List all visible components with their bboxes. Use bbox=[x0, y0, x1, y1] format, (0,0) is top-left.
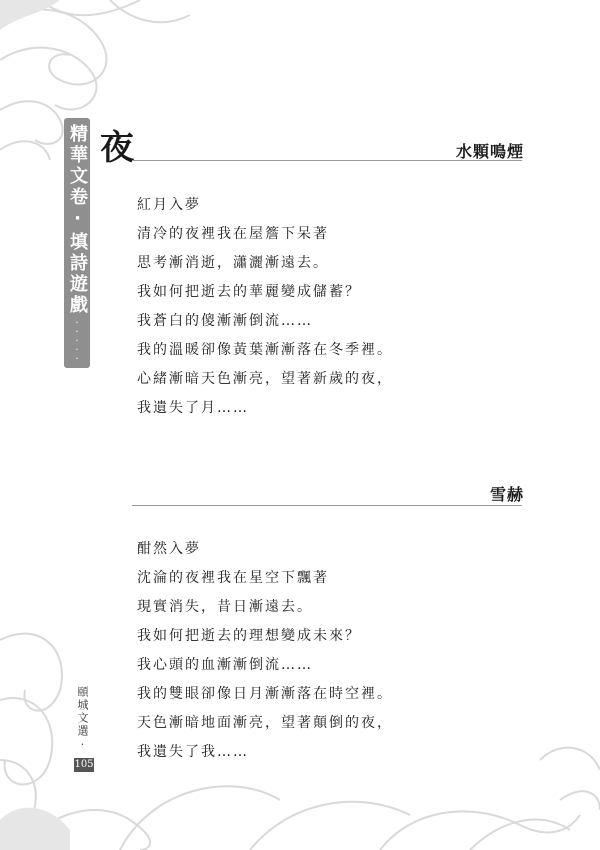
poem-text bbox=[137, 535, 393, 767]
poem-text bbox=[137, 191, 393, 423]
poem-line: 我心頭的血漸漸倒流…… bbox=[137, 657, 313, 673]
poem-line: 現實消失，昔日漸遠去。 bbox=[137, 599, 313, 615]
poem-line: 我遺失了月…… bbox=[137, 400, 249, 416]
poem-line: 沈淪的夜裡我在星空下飄著 bbox=[137, 570, 329, 586]
title-divider bbox=[132, 160, 522, 161]
section-side-tab bbox=[64, 118, 90, 368]
poem-line: 天色漸暗地面漸亮，望著顛倒的夜， bbox=[137, 715, 393, 731]
poem-line: 心緒漸暗天色漸亮，望著新歲的夜， bbox=[137, 371, 393, 387]
journal-name: 頤城文選· bbox=[76, 686, 89, 753]
section-divider bbox=[132, 505, 522, 506]
section-title-vertical: 精華文卷·填詩遊戲 bbox=[67, 124, 88, 316]
section-tab-dots: ····· bbox=[71, 318, 83, 363]
poem-line: 我遺失了我…… bbox=[137, 744, 249, 760]
poem-title: 夜 bbox=[100, 128, 134, 168]
poem-line: 紅月入夢 bbox=[137, 197, 201, 213]
poem-line: 我的溫暖卻像黃葉漸漸落在冬季裡。 bbox=[137, 342, 393, 358]
poem-line: 我如何把逝去的華麗變成儲蓄？ bbox=[137, 284, 361, 300]
page-number: 105 bbox=[74, 759, 94, 770]
author-name: 水顆鳴煙 bbox=[455, 142, 524, 161]
poem-line: 我如何把逝去的理想變成未來？ bbox=[137, 628, 361, 644]
poem-line: 清冷的夜裡我在屋簷下呆著 bbox=[137, 226, 329, 242]
author-name: 雪赫 bbox=[489, 485, 524, 504]
poem-line: 思考漸消逝，瀟灑漸遠去。 bbox=[137, 255, 329, 271]
poem-line: 我的雙眼卻像日月漸漸落在時空裡。 bbox=[137, 686, 393, 702]
poem-line: 酣然入夢 bbox=[137, 541, 201, 557]
poem-line: 我蒼白的傻漸漸倒流…… bbox=[137, 313, 313, 329]
